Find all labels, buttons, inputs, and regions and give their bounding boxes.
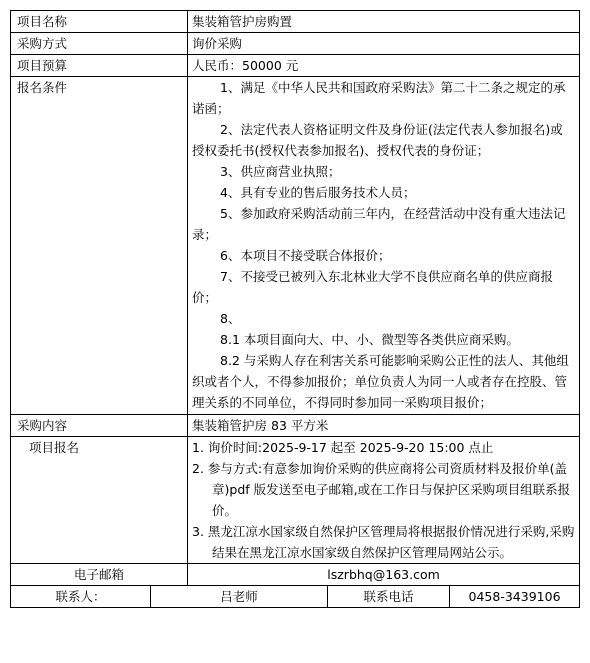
requirement-item: 3、供应商营业执照； [220, 164, 341, 179]
project-name-value: 集装箱管护房购置 [188, 11, 580, 33]
procurement-method-label: 采购方式 [11, 33, 188, 55]
row-registration [11, 437, 580, 564]
contact-name: 吕老师 [151, 586, 328, 608]
requirements-list [188, 77, 580, 415]
requirement-item: 1、满足《中华人民共和国政府采购法》第二十二条之规定的承诺函； [192, 80, 566, 116]
requirement-item: 4、具有专业的售后服务技术人员； [220, 185, 416, 200]
requirement-item: 8.1 本项目面向大、中、小、微型等各类供应商采购。 [220, 332, 519, 347]
requirement-item: 8、 [220, 311, 241, 326]
row-requirements [11, 77, 580, 415]
content-value: 集装箱管护房 83 平方米 [188, 415, 580, 437]
requirement-item: 7、不接受已被列入东北林业大学不良供应商名单的供应商报价； [192, 269, 553, 305]
row-email [11, 564, 580, 586]
registration-label: 项目报名 [11, 437, 188, 564]
procurement-method-value: 询价采购 [188, 33, 580, 55]
email-label: 电子邮箱 [11, 564, 188, 586]
contact-label: 联系人： [11, 586, 151, 608]
budget-label: 项目预算 [11, 55, 188, 77]
email-value[interactable]: lszrbhq@163.com [188, 564, 580, 586]
requirement-item: 2、法定代表人资格证明文件及身份证(法定代表人参加报名)或授权委托书(授权代表参加报名)、授权代表的身份证； [192, 122, 563, 158]
row-procurement-method [11, 33, 580, 55]
phone-label: 联系电话 [328, 586, 450, 608]
requirements-label: 报名条件 [11, 77, 188, 415]
registration-item: 3. 黑龙江凉水国家级自然保护区管理局将根据报价情况进行采购,采购结果在黑龙江凉水国家级自然保护区管理局网站公示。 [192, 524, 575, 560]
project-name-label: 项目名称 [11, 11, 188, 33]
row-contact [11, 586, 580, 608]
registration-item: 1. 询价时间:2025-9-17 起至 2025-9-20 15:00 点止 [192, 440, 494, 455]
phone-value: 0458-3439106 [450, 586, 580, 608]
requirement-item: 6、本项目不接受联合体报价； [220, 248, 391, 263]
row-budget [11, 55, 580, 77]
content-label: 采购内容 [11, 415, 188, 437]
registration-list [188, 437, 580, 564]
row-content [11, 415, 580, 437]
budget-value: 人民币：50000 元 [188, 55, 580, 77]
row-project-name [11, 11, 580, 33]
procurement-notice [10, 10, 579, 608]
requirement-item: 8.2 与采购人存在利害关系可能影响采购公正性的法人、其他组织或者个人，不得参加报价；单位负责人为同一人或者存在控股、管理关系的不同单位，不得同时参加同一采购项目报价； [192, 353, 569, 410]
procurement-table [10, 10, 580, 608]
registration-item: 2. 参与方式:有意参加询价采购的供应商将公司资质材料及报价单(盖章)pdf 版发送至电子邮箱,或在工作日与保护区采购项目组联系报价。 [192, 461, 571, 518]
requirement-item: 5、参加政府采购活动前三年内，在经营活动中没有重大违法记录； [192, 206, 566, 242]
